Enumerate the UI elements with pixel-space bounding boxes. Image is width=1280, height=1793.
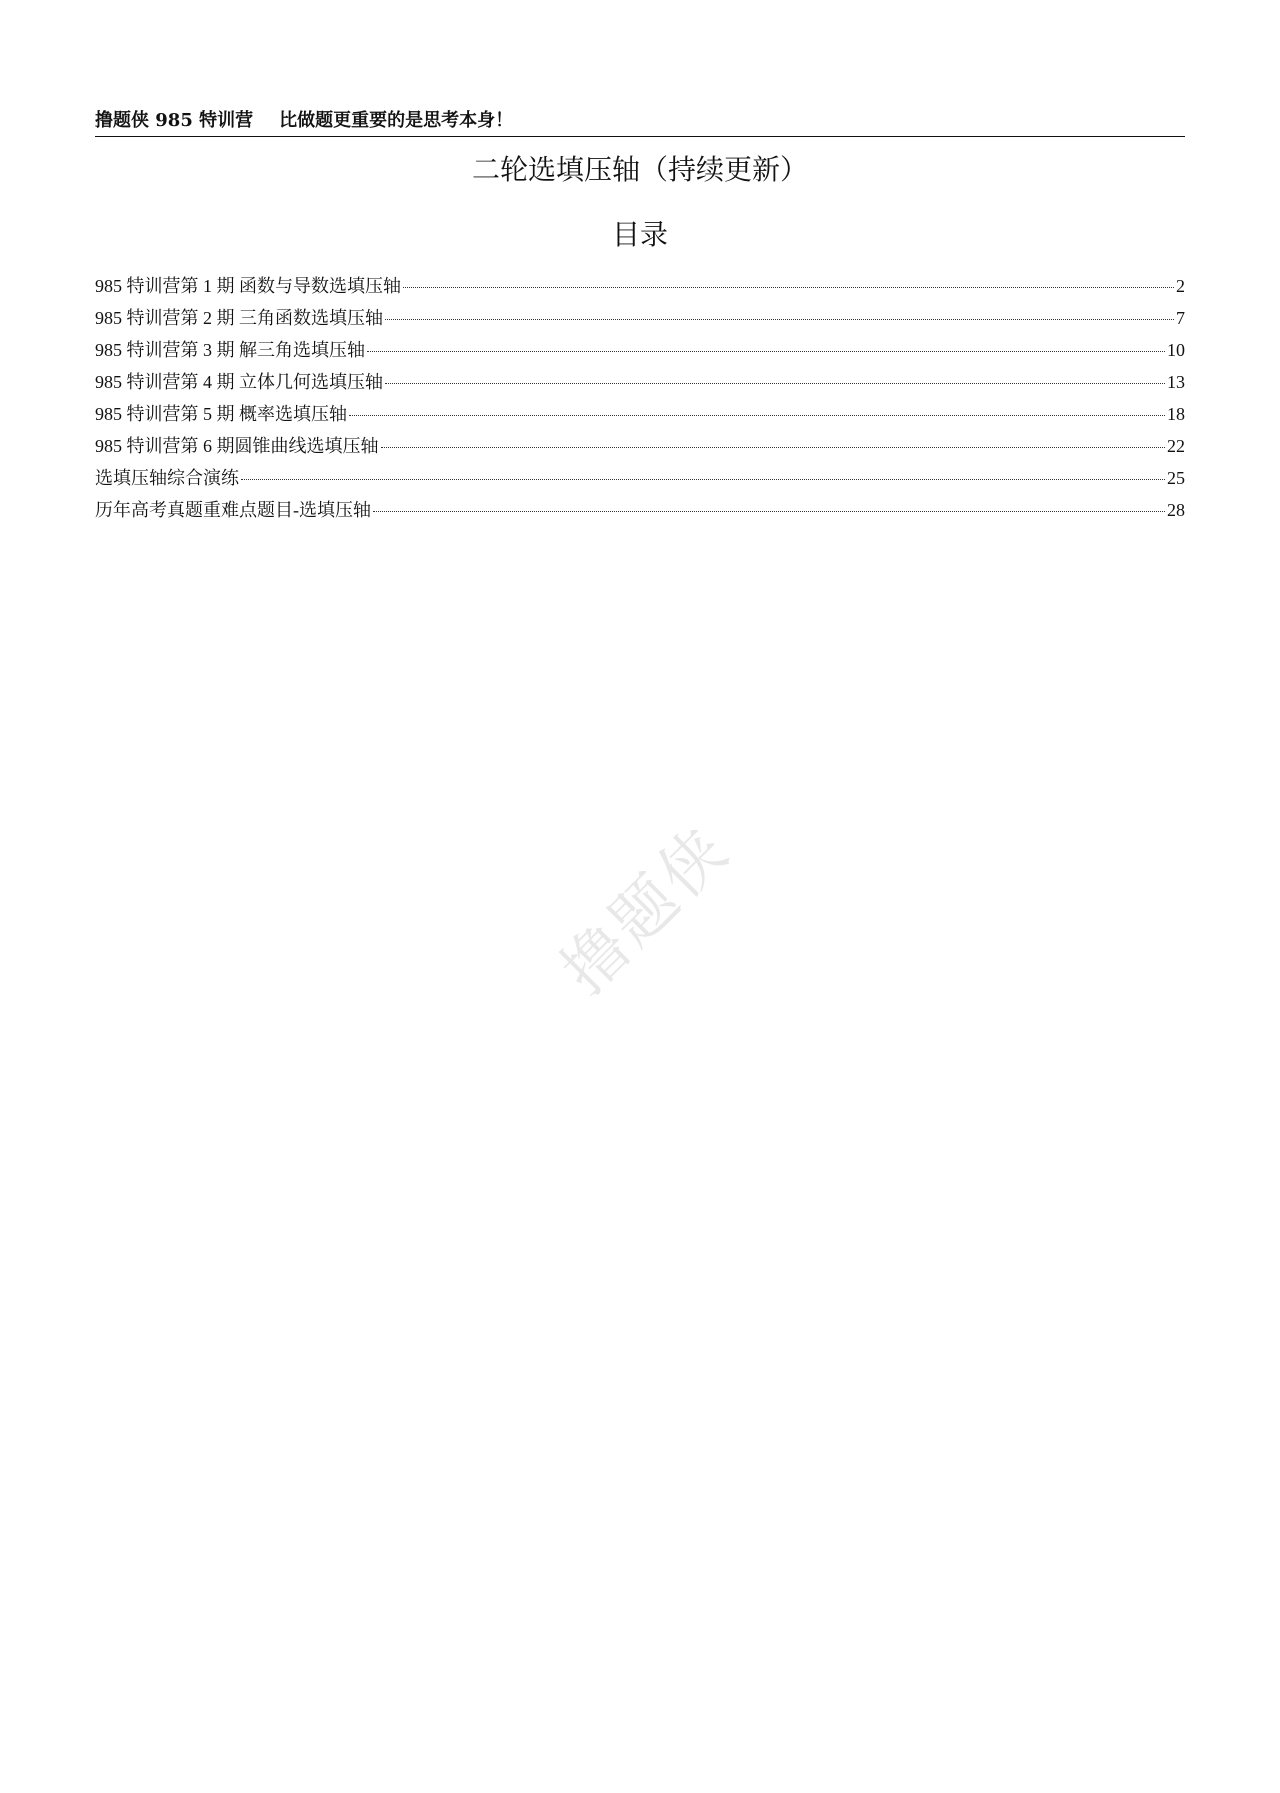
page-header bbox=[95, 108, 1185, 137]
toc-dot-leader bbox=[385, 318, 1174, 320]
toc-dot-leader bbox=[349, 414, 1165, 416]
toc-entry-page: 10 bbox=[1167, 340, 1185, 360]
toc-entry[interactable] bbox=[95, 398, 1185, 430]
toc-entry-page: 2 bbox=[1176, 276, 1185, 296]
toc-dot-leader bbox=[241, 478, 1165, 480]
toc-entry-page: 7 bbox=[1176, 308, 1185, 328]
toc-entry[interactable] bbox=[95, 366, 1185, 398]
watermark: 撸题侠 bbox=[547, 811, 745, 1009]
toc-entry-label: 985 特训营第 2 期 三角函数选填压轴 bbox=[95, 308, 383, 328]
header-motto: 比做题更重要的是思考本身！ bbox=[279, 110, 514, 131]
toc-entry-page: 28 bbox=[1167, 500, 1185, 520]
toc-dot-leader bbox=[403, 286, 1174, 288]
toc-entry-label: 历年高考真题重难点题目-选填压轴 bbox=[95, 500, 371, 520]
toc-entry[interactable] bbox=[95, 430, 1185, 462]
toc-entry-label: 985 特训营第 4 期 立体几何选填压轴 bbox=[95, 372, 383, 392]
toc-entry-label: 985 特训营第 3 期 解三角选填压轴 bbox=[95, 340, 365, 360]
toc-dot-leader bbox=[381, 446, 1166, 448]
toc-dot-leader bbox=[367, 350, 1165, 352]
toc-entry[interactable] bbox=[95, 494, 1185, 526]
toc-entry-label: 985 特训营第 5 期 概率选填压轴 bbox=[95, 404, 347, 424]
toc-entry[interactable] bbox=[95, 334, 1185, 366]
toc-entry[interactable] bbox=[95, 462, 1185, 494]
toc-entry[interactable] bbox=[95, 270, 1185, 302]
toc-entry-page: 22 bbox=[1167, 436, 1185, 456]
toc-entry-label: 985 特训营第 1 期 函数与导数选填压轴 bbox=[95, 276, 401, 296]
toc-dot-leader bbox=[373, 510, 1165, 512]
toc-entry-label: 985 特训营第 6 期圆锥曲线选填压轴 bbox=[95, 436, 379, 456]
toc-entry-page: 13 bbox=[1167, 372, 1185, 392]
document-title: 二轮选填压轴（持续更新） bbox=[471, 153, 808, 186]
toc-dot-leader bbox=[385, 382, 1165, 384]
header-brand: 撸题侠 985 特训营 bbox=[95, 110, 254, 131]
toc-entry-label: 选填压轴综合演练 bbox=[95, 468, 239, 488]
toc-entry-page: 25 bbox=[1167, 468, 1185, 488]
toc-heading: 目录 bbox=[611, 218, 668, 251]
toc-entry[interactable] bbox=[95, 302, 1185, 334]
toc-entry-page: 18 bbox=[1167, 404, 1185, 424]
table-of-contents bbox=[95, 270, 1185, 526]
